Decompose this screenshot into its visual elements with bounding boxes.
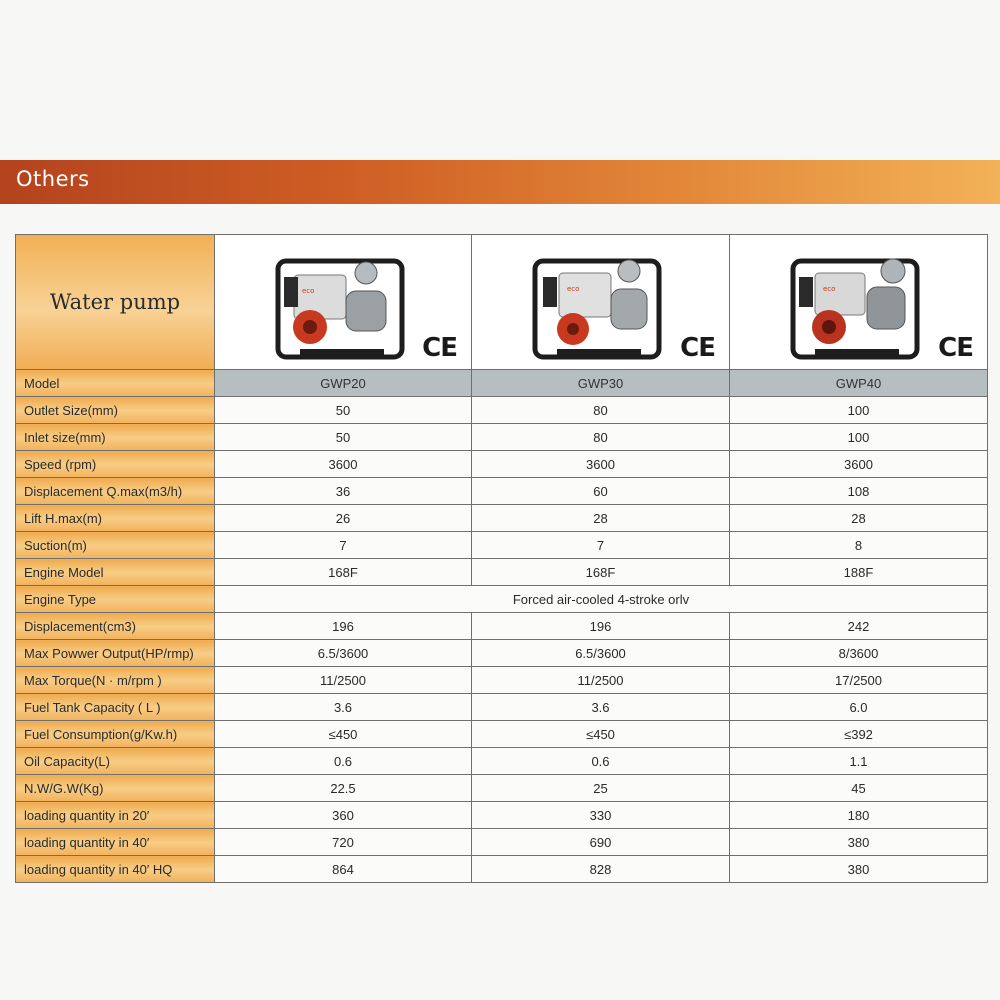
value-cell: 0.6 [472, 748, 730, 775]
table-row [16, 586, 988, 613]
product-image-cell-3 [730, 235, 988, 370]
table-row [16, 775, 988, 802]
table-row [16, 559, 988, 586]
value-cell: 3.6 [215, 694, 472, 721]
value-cell: 108 [730, 478, 988, 505]
value-cell: 3600 [215, 451, 472, 478]
value-cell: 242 [730, 613, 988, 640]
row-label: Fuel Tank Capacity ( L ) [16, 694, 215, 721]
row-label: loading quantity in 40′ [16, 829, 215, 856]
table-row [16, 856, 988, 883]
row-label: Outlet Size(mm) [16, 397, 215, 424]
value-cell: 380 [730, 856, 988, 883]
product-header-row [16, 235, 988, 370]
value-cell: GWP40 [730, 370, 988, 397]
table-row [16, 802, 988, 829]
row-label: Engine Model [16, 559, 215, 586]
row-label: loading quantity in 20′ [16, 802, 215, 829]
table-row [16, 748, 988, 775]
row-label: Suction(m) [16, 532, 215, 559]
value-cell: 180 [730, 802, 988, 829]
row-label: Max Powwer Output(HP/rmp) [16, 640, 215, 667]
value-cell: 100 [730, 397, 988, 424]
value-cell: 11/2500 [472, 667, 730, 694]
value-cell: 360 [215, 802, 472, 829]
value-cell: 60 [472, 478, 730, 505]
ce-mark-icon: CE [422, 333, 457, 363]
value-cell: 188F [730, 559, 988, 586]
svg-text:eco: eco [823, 285, 836, 293]
value-cell: 330 [472, 802, 730, 829]
row-label: Oil Capacity(L) [16, 748, 215, 775]
value-cell: 1.1 [730, 748, 988, 775]
table-row [16, 370, 988, 397]
row-label: Engine Type [16, 586, 215, 613]
value-cell: 22.5 [215, 775, 472, 802]
value-cell: 26 [215, 505, 472, 532]
row-label: Model [16, 370, 215, 397]
table-row [16, 721, 988, 748]
product-title: Water pump [16, 235, 215, 370]
value-cell: 7 [215, 532, 472, 559]
table-row [16, 640, 988, 667]
value-cell: 6.5/3600 [472, 640, 730, 667]
spec-table [15, 234, 988, 883]
value-cell: 50 [215, 424, 472, 451]
value-cell: 864 [215, 856, 472, 883]
value-cell: 196 [215, 613, 472, 640]
table-row [16, 424, 988, 451]
value-cell: 168F [215, 559, 472, 586]
svg-text:eco: eco [567, 285, 580, 293]
value-cell: ≤450 [472, 721, 730, 748]
table-row [16, 505, 988, 532]
value-cell: 196 [472, 613, 730, 640]
value-cell: 11/2500 [215, 667, 472, 694]
svg-text:eco: eco [302, 287, 315, 295]
value-cell: 6.0 [730, 694, 988, 721]
value-cell: 100 [730, 424, 988, 451]
value-cell: 720 [215, 829, 472, 856]
product-image-cell-1 [215, 235, 472, 370]
row-label: Displacement(cm3) [16, 613, 215, 640]
value-cell: 690 [472, 829, 730, 856]
value-cell: 28 [730, 505, 988, 532]
section-title: Others [16, 167, 90, 191]
row-label: Speed (rpm) [16, 451, 215, 478]
value-cell: 0.6 [215, 748, 472, 775]
value-cell: 80 [472, 424, 730, 451]
table-row [16, 613, 988, 640]
value-cell: 8/3600 [730, 640, 988, 667]
value-cell: 3600 [472, 451, 730, 478]
row-label: Inlet size(mm) [16, 424, 215, 451]
water-pump-image [785, 247, 925, 363]
table-row [16, 532, 988, 559]
value-cell: 3.6 [472, 694, 730, 721]
value-cell: 50 [215, 397, 472, 424]
value-cell: 168F [472, 559, 730, 586]
value-cell: 36 [215, 478, 472, 505]
table-row [16, 397, 988, 424]
value-cell: 28 [472, 505, 730, 532]
table-row [16, 478, 988, 505]
value-cell: 7 [472, 532, 730, 559]
value-cell: 828 [472, 856, 730, 883]
value-cell: 3600 [730, 451, 988, 478]
row-label: Lift H.max(m) [16, 505, 215, 532]
value-cell: 80 [472, 397, 730, 424]
value-cell: GWP30 [472, 370, 730, 397]
row-label: N.W/G.W(Kg) [16, 775, 215, 802]
value-cell: 8 [730, 532, 988, 559]
product-image-cell-2 [472, 235, 730, 370]
water-pump-image [527, 247, 667, 363]
value-cell: 45 [730, 775, 988, 802]
row-label: loading quantity in 40′ HQ [16, 856, 215, 883]
ce-mark-icon: CE [680, 333, 715, 363]
section-banner [0, 160, 1000, 204]
table-row [16, 667, 988, 694]
row-label: Max Torque(N · m/rpm ) [16, 667, 215, 694]
value-cell: GWP20 [215, 370, 472, 397]
table-row [16, 694, 988, 721]
value-cell: 25 [472, 775, 730, 802]
value-cell: 17/2500 [730, 667, 988, 694]
table-row [16, 451, 988, 478]
value-cell: 6.5/3600 [215, 640, 472, 667]
row-label: Displacement Q.max(m3/h) [16, 478, 215, 505]
merged-value-cell: Forced air-cooled 4-stroke orlv [215, 586, 988, 613]
value-cell: ≤392 [730, 721, 988, 748]
water-pump-image [270, 247, 410, 363]
row-label: Fuel Consumption(g/Kw.h) [16, 721, 215, 748]
value-cell: ≤450 [215, 721, 472, 748]
table-row [16, 829, 988, 856]
ce-mark-icon: CE [938, 333, 973, 363]
value-cell: 380 [730, 829, 988, 856]
